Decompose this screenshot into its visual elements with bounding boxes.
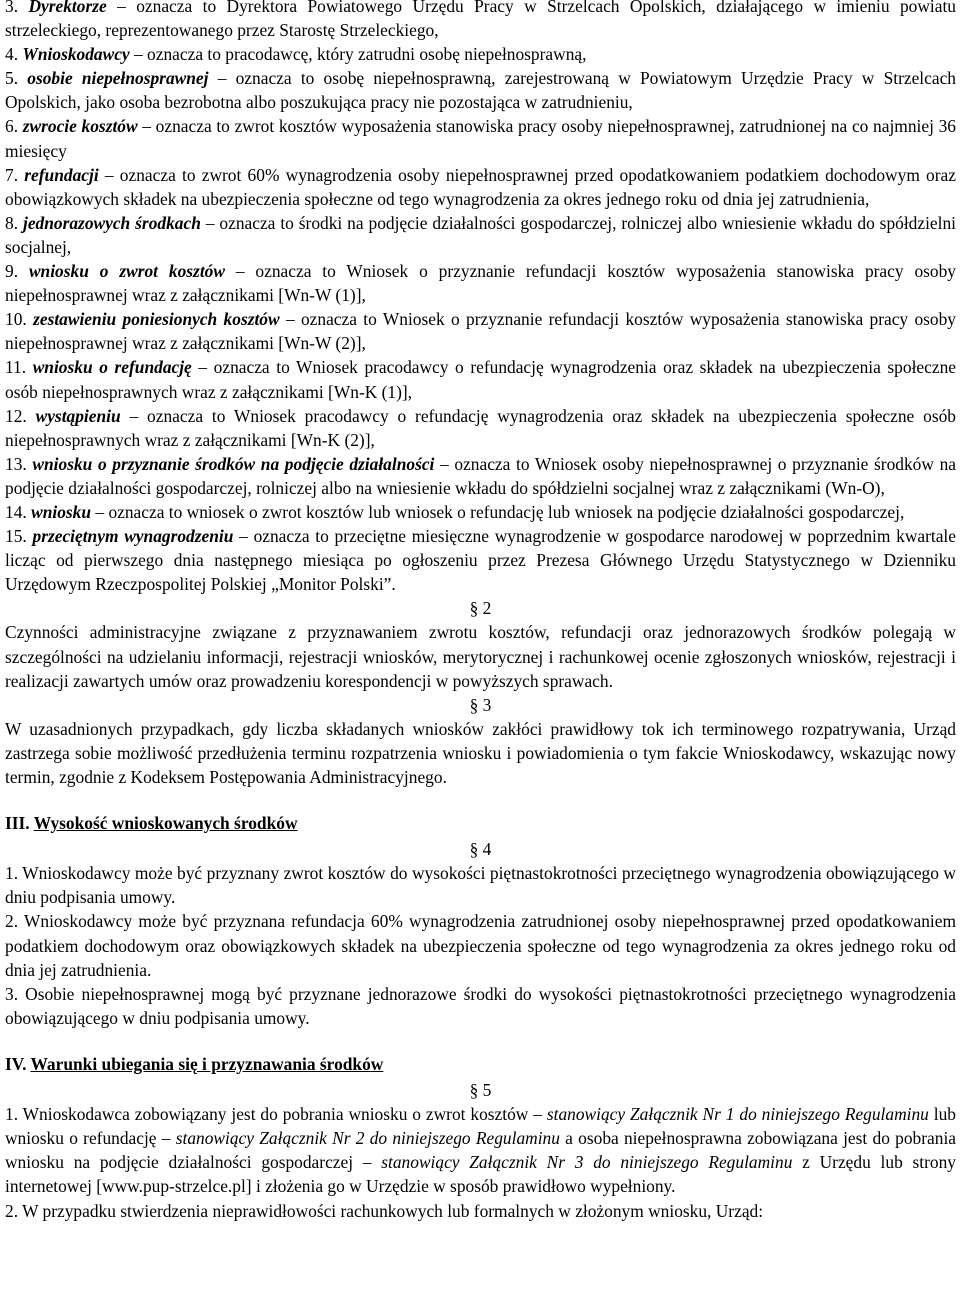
paragraph-mark-4: § 4 <box>469 839 492 860</box>
definition-text: – oznacza to Wniosek pracodawcy o refundację wynagrodzenia oraz składek na ubezpieczenia społeczne osób niepełnosprawnych wraz z załącznikami [Wn-K (1)], <box>5 357 956 402</box>
definition-term: wniosku <box>31 501 92 522</box>
section-heading-3 <box>5 811 956 835</box>
definition-term: osobie niepełnosprawnej <box>27 68 209 89</box>
paragraph-4-item: 3. Osobie niepełnosprawnej mogą być przyznane jednorazowe środki do wysokości piętnastokrotności przeciętnego wynagrodzenia obowiązującego w dniu podpisania umowy. <box>5 983 956 1028</box>
definition-item: 14. wniosku – oznacza to wniosek o zwrot kosztów lub wniosek o refundację lub wniosek na podjęcie działalności gospodarczej, <box>5 501 905 522</box>
section-title: Wysokość wnioskowanych środków <box>33 813 298 834</box>
definition-text: – oznacza to Wniosek o przyznanie refundacji kosztów wyposażenia stanowiska pracy osoby niepełnosprawnej wraz z załącznikami [Wn-W (1)], <box>5 261 956 306</box>
section-title: Warunki ubiegania się i przyznawania środków <box>30 1053 384 1074</box>
definition-text: – oznacza to pracodawcę, który zatrudni osobę niepełnosprawną, <box>129 44 587 65</box>
definition-term: Wnioskodawcy <box>22 44 130 65</box>
definition-item: 7. refundacji – oznacza to zwrot 60% wynagrodzenia osoby niepełnosprawnej przed opodatkowaniem podatkiem dochodowym oraz obowiązkowych składek na ubezpieczenia społeczne od tego wynagrodzenia za okres jednego roku od dnia jej zatrudnienia, <box>5 164 956 209</box>
definition-item: 9. wniosku o zwrot kosztów – oznacza to Wniosek o przyznanie refundacji kosztów wyposażenia stanowiska pracy osoby niepełnosprawnej wraz z załącznikami [Wn-W (1)], <box>5 261 956 306</box>
definition-text: – oznacza to Wniosek o przyznanie refundacji kosztów wyposażenia stanowiska pracy osoby niepełnosprawnej wraz z załącznikami [Wn-W (2)], <box>5 309 956 354</box>
definition-term: zwrocie kosztów <box>22 116 138 137</box>
definition-term: wniosku o refundację <box>32 357 192 378</box>
definition-item: 3. Dyrektorze – oznacza to Dyrektora Powiatowego Urzędu Pracy w Strzelcach Opolskich, działającego w imieniu powiatu strzeleckiego, reprezentowanego przez Starostę Strzeleckiego, <box>5 0 956 42</box>
definition-term: wniosku o przyznanie środków na podjęcie działalności <box>32 453 435 474</box>
definition-item: 8. jednorazowych środkach – oznacza to środki na podjęcie działalności gospodarczej, rolniczej albo wniesienie wkładu do spółdzielni socjalnej, <box>5 212 956 257</box>
paragraph-mark-5: § 5 <box>469 1080 492 1101</box>
paragraph-3-text: W uzasadnionych przypadkach, gdy liczba składanych wniosków zakłóci prawidłowy tok ich terminowego rozpatrywania, Urząd zastrzega sobie możliwość przedłużenia terminu rozpatrzenia wniosku i powiadomienia o tym fakcie Wnioskodawcy, wskazując nowy termin, zgodnie z Kodeksem Postępowania Administracyjnego. <box>5 718 956 787</box>
definition-text: – oznacza to osobę niepełnosprawną, zarejestrowaną w Powiatowym Urzędzie Pracy w Strzelcach Opolskich, jako osoba bezrobotna albo poszukująca pracy nie pozostająca w zatrudnieniu, <box>5 68 956 113</box>
paragraph-mark-3: § 3 <box>469 694 492 715</box>
definition-text: – oznacza to Wniosek pracodawcy o refundację wynagrodzenia oraz składek na ubezpieczenia społeczne osób niepełnosprawnych wraz z załącznikami [Wn-K (2)], <box>5 405 956 450</box>
definition-term: jednorazowych środkach <box>22 212 201 233</box>
definition-term: refundacji <box>24 164 99 185</box>
definition-text: – oznacza to wniosek o zwrot kosztów lub wniosek o refundację lub wniosek na podjęcie działalności gospodarczej, <box>91 501 905 522</box>
definition-term: wystąpieniu <box>35 405 121 426</box>
paragraph-5-item-1: 1. Wnioskodawca zobowiązany jest do pobrania wniosku o zwrot kosztów – stanowiący Załącznik Nr 1 do niniejszego Regulaminu lub wniosku o refundację – stanowiący Załącznik Nr 2 do niniejszego Regulaminu a osoba niepełnosprawna zobowiązana jest do pobrania wniosku na podjęcie działalności gospodarczej – stanowiący Załącznik Nr 3 do niniejszego Regulaminu z Urzędu lub strony internetowej [www.pup-strzelce.pl] i złożenia go w Urzędzie w sposób prawidłowo wypełniony. <box>5 1104 956 1197</box>
definition-term: zestawieniu poniesionych kosztów <box>33 309 280 330</box>
definition-item: 11. wniosku o refundację – oznacza to Wniosek pracodawcy o refundację wynagrodzenia oraz składek na ubezpieczenia społeczne osób niepełnosprawnych wraz z załącznikami [Wn-K (1)], <box>5 357 956 402</box>
section-heading-4 <box>5 1052 956 1076</box>
definition-text: – oznacza to zwrot kosztów wyposażenia stanowiska pracy osoby niepełnosprawnej, zatrudnionej na co najmniej 36 miesięcy <box>5 116 956 161</box>
definition-text: – oznacza to przeciętne miesięczne wynagrodzenie w gospodarce narodowej w poprzednim kwartale licząc od pierwszego dnia następnego miesiąca po ogłoszeniu przez Prezesa Głównego Urzędu Statystycznego w Dzienniku Urzędowym Rzeczpospolitej Polskiej „Monitor Polski”. <box>5 526 956 595</box>
paragraph-mark-2: § 2 <box>469 598 492 619</box>
definition-term: Dyrektorze <box>28 0 107 16</box>
definition-item: 6. zwrocie kosztów – oznacza to zwrot kosztów wyposażenia stanowiska pracy osoby niepełnosprawnej, zatrudnionej na co najmniej 36 miesięcy <box>5 116 956 161</box>
definition-item: 5. osobie niepełnosprawnej – oznacza to osobę niepełnosprawną, zarejestrowaną w Powiatowym Urzędzie Pracy w Strzelcach Opolskich, jako osoba bezrobotna albo poszukująca pracy nie pozostająca w zatrudnieniu, <box>5 68 956 113</box>
definition-item: 12. wystąpieniu – oznacza to Wniosek pracodawcy o refundację wynagrodzenia oraz składek na ubezpieczenia społeczne osób niepełnosprawnych wraz z załącznikami [Wn-K (2)], <box>5 405 956 450</box>
definition-text: – oznacza to Wniosek osoby niepełnosprawnej o przyznanie środków na podjęcie działalności gospodarczej, rolniczej albo na wniesienie wkładu do spółdzielni socjalnej wraz z załącznikami (Wn-O), <box>5 453 956 498</box>
definition-text: – oznacza to środki na podjęcie działalności gospodarczej, rolniczej albo wniesienie wkładu do spółdzielni socjalnej, <box>5 212 956 257</box>
section-number: III. <box>5 813 30 834</box>
paragraph-2-text: Czynności administracyjne związane z przyznawaniem zwrotu kosztów, refundacji oraz jednorazowych środków polegają w szczególności na udzielaniu informacji, rejestracji wniosków, merytorycznej i rachunkowej ocenie zgłoszonych wniosków, rejestracji i realizacji zawartych umów oraz prowadzeniu korespondencji w powyższych sprawach. <box>5 622 956 691</box>
definition-text: – oznacza to zwrot 60% wynagrodzenia osoby niepełnosprawnej przed opodatkowaniem podatkiem dochodowym oraz obowiązkowych składek na ubezpieczenia społeczne od tego wynagrodzenia za okres jednego roku od dnia jej zatrudnienia, <box>5 164 956 209</box>
definition-text: – oznacza to Dyrektora Powiatowego Urzędu Pracy w Strzelcach Opolskich, działającego w imieniu powiatu strzeleckiego, reprezentowanego przez Starostę Strzeleckiego, <box>5 0 956 41</box>
paragraph-4-item: 1. Wnioskodawcy może być przyznany zwrot kosztów do wysokości piętnastokrotności przeciętnego wynagrodzenia obowiązującego w dniu podpisania umowy. <box>5 863 956 908</box>
definition-item: 15. przeciętnym wynagrodzeniu – oznacza to przeciętne miesięczne wynagrodzenie w gospodarce narodowej w poprzednim kwartale licząc od pierwszego dnia następnego miesiąca po ogłoszeniu przez Prezesa Głównego Urzędu Statystycznego w Dzienniku Urzędowym Rzeczpospolitej Polskiej „Monitor Polski”. <box>5 526 956 595</box>
paragraph-5-item-2: 2. W przypadku stwierdzenia nieprawidłowości rachunkowych lub formalnych w złożonym wniosku, Urząd: <box>5 1200 764 1221</box>
definition-item: 13. wniosku o przyznanie środków na podjęcie działalności – oznacza to Wniosek osoby niepełnosprawnej o przyznanie środków na podjęcie działalności gospodarczej, rolniczej albo na wniesienie wkładu do spółdzielni socjalnej wraz z załącznikami (Wn-O), <box>5 453 956 498</box>
section-number: IV. <box>5 1053 27 1074</box>
definition-item: 4. Wnioskodawcy – oznacza to pracodawcę, który zatrudni osobę niepełnosprawną, <box>5 44 587 65</box>
definition-item: 10. zestawieniu poniesionych kosztów – oznacza to Wniosek o przyznanie refundacji kosztów wyposażenia stanowiska pracy osoby niepełnosprawnej wraz z załącznikami [Wn-W (2)], <box>5 309 956 354</box>
definition-term: przeciętnym wynagrodzeniu <box>32 526 234 547</box>
definition-term: wniosku o zwrot kosztów <box>28 261 225 282</box>
definitions-list <box>5 0 956 596</box>
paragraph-4-item: 2. Wnioskodawcy może być przyznana refundacja 60% wynagrodzenia zatrudnionej osoby niepełnosprawnej przed opodatkowaniem podatkiem dochodowym oraz obowiązkowych składek na ubezpieczenia społeczne od tego wynagrodzenia za okres jednego roku od dnia jej zatrudnienia. <box>5 911 956 980</box>
